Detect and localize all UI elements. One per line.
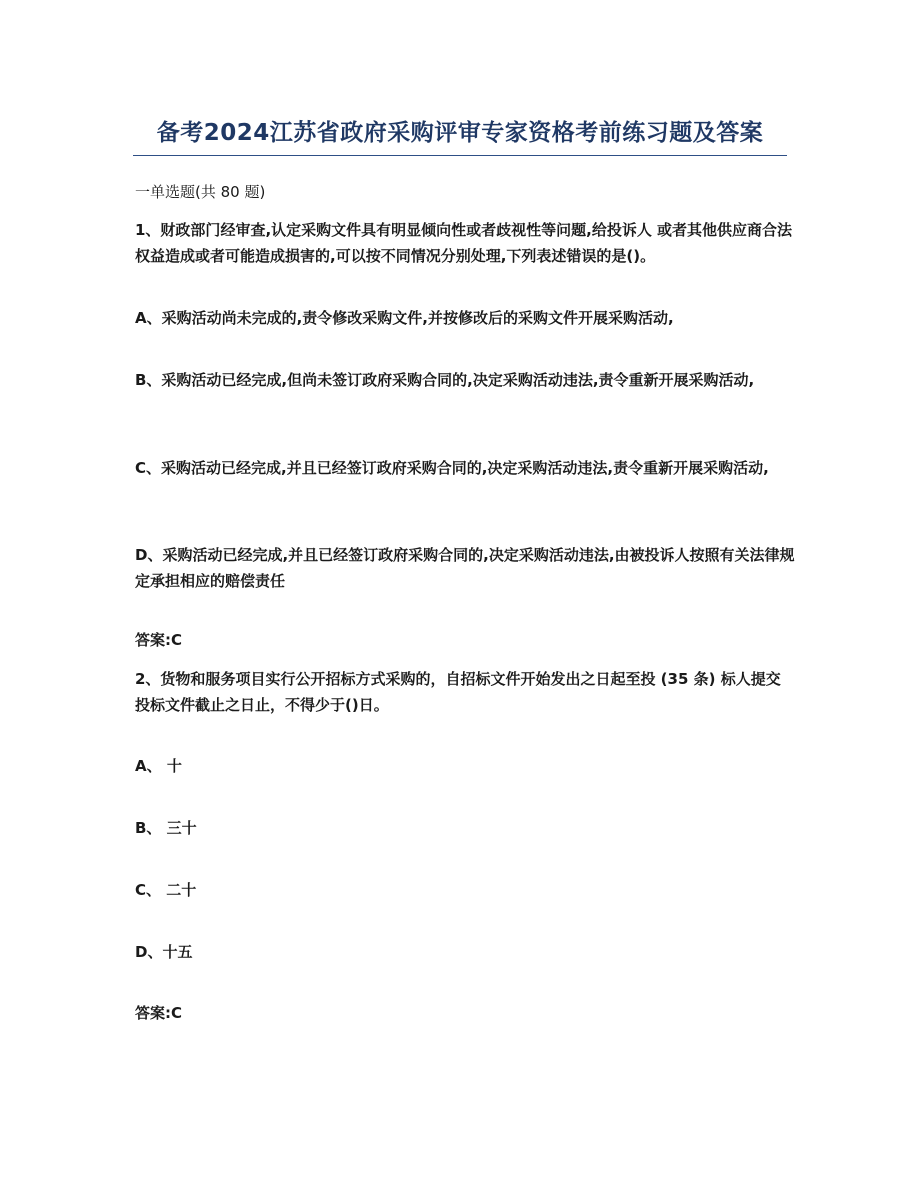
question-2-stem: 2、货物和服务项目实行公开招标方式采购的，自招标文件开始发出之日起至投 (35 条) 标人提交投标文件截止之日止，不得少于()日。	[135, 670, 781, 714]
question-1-option-a: A、采购活动尚未完成的,责令修改采购文件,并按修改后的采购文件开展采购活动,	[135, 309, 674, 327]
question-1-answer: 答案:C	[135, 631, 183, 649]
question-1-option-d: D、采购活动已经完成,并且已经签订政府采购合同的,决定采购活动违法,由被投诉人按照有关法律规定承担相应的赔偿责任	[135, 546, 795, 590]
title-divider	[133, 155, 787, 156]
question-1-option-b: B、采购活动已经完成,但尚未签订政府采购合同的,决定采购活动违法,责令重新开展采购活动,	[135, 371, 755, 389]
question-1-stem: 1、财政部门经审查,认定采购文件具有明显倾向性或者歧视性等问题,给投诉人 或者其他供应商合法权益造成或者可能造成损害的,可以按不同情况分别处理,下列表述错误的是()。	[135, 221, 793, 265]
question-2-option-a: A、 十	[135, 757, 182, 775]
question-2-option-d: D、十五	[135, 943, 193, 961]
question-2-answer: 答案:C	[135, 1004, 183, 1022]
question-1-option-c: C、采购活动已经完成,并且已经签订政府采购合同的,决定采购活动违法,责令重新开展采购活动,	[135, 459, 769, 477]
question-2-option-c: C、 二十	[135, 881, 197, 899]
question-2-option-b: B、 三十	[135, 819, 197, 837]
page-title: 备考2024江苏省政府采购评审专家资格考前练习题及答案	[156, 120, 764, 146]
section-header: 一单选题(共 80 题)	[135, 183, 266, 201]
